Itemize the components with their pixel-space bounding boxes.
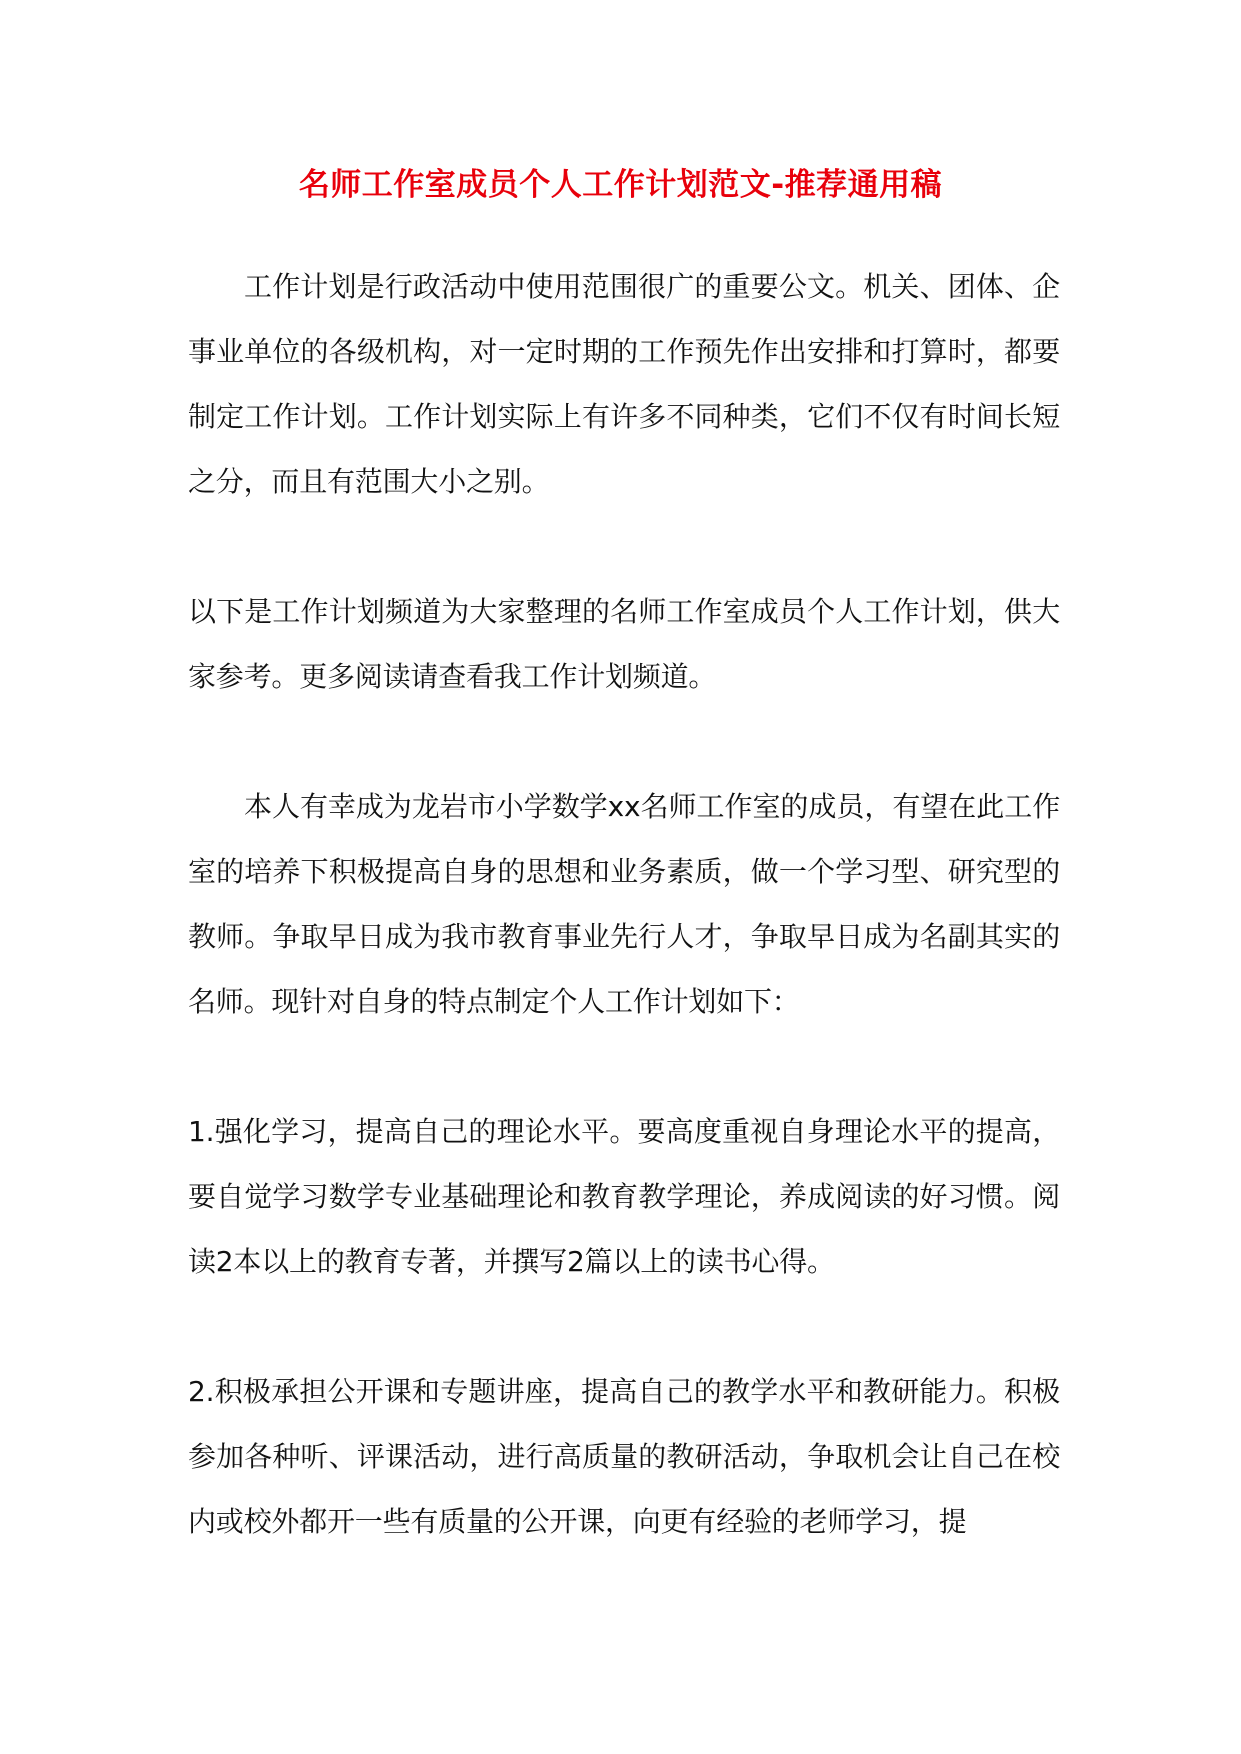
paragraph-item-1: 1.强化学习，提高自己的理论水平。要高度重视自身理论水平的提高，要自觉学习数学专业基础理论和教育教学理论，养成阅读的好习惯。阅读2本以上的教育专著，并撰写2篇以上的读书心得。: [188, 1115, 1060, 1278]
paragraph-intro: 工作计划是行政活动中使用范围很广的重要公文。机关、团体、企事业单位的各级机构，对一定时期的工作预先作出安排和打算时，都要制定工作计划。工作计划实际上有许多不同种类，它们不仅有时间长短之分，而且有范围大小之别。: [188, 270, 1060, 498]
document-body: [188, 254, 1060, 1619]
paragraph-reference: 以下是工作计划频道为大家整理的名师工作室成员个人工作计划，供大家参考。更多阅读请查看我工作计划频道。: [188, 595, 1060, 693]
paragraph-self-statement: 本人有幸成为龙岩市小学数学xx名师工作室的成员，有望在此工作室的培养下积极提高自身的思想和业务素质，做一个学习型、研究型的教师。争取早日成为我市教育事业先行人才，争取早日成为名副其实的名师。现针对自身的特点制定个人工作计划如下：: [188, 790, 1060, 1018]
document-title: 名师工作室成员个人工作计划范文-推荐通用稿: [298, 167, 943, 203]
paragraph-item-2: 2.积极承担公开课和专题讲座，提高自己的教学水平和教研能力。积极参加各种听、评课活动，进行高质量的教研活动，争取机会让自己在校内或校外都开一些有质量的公开课，向更有经验的老师学习，提: [188, 1375, 1060, 1538]
